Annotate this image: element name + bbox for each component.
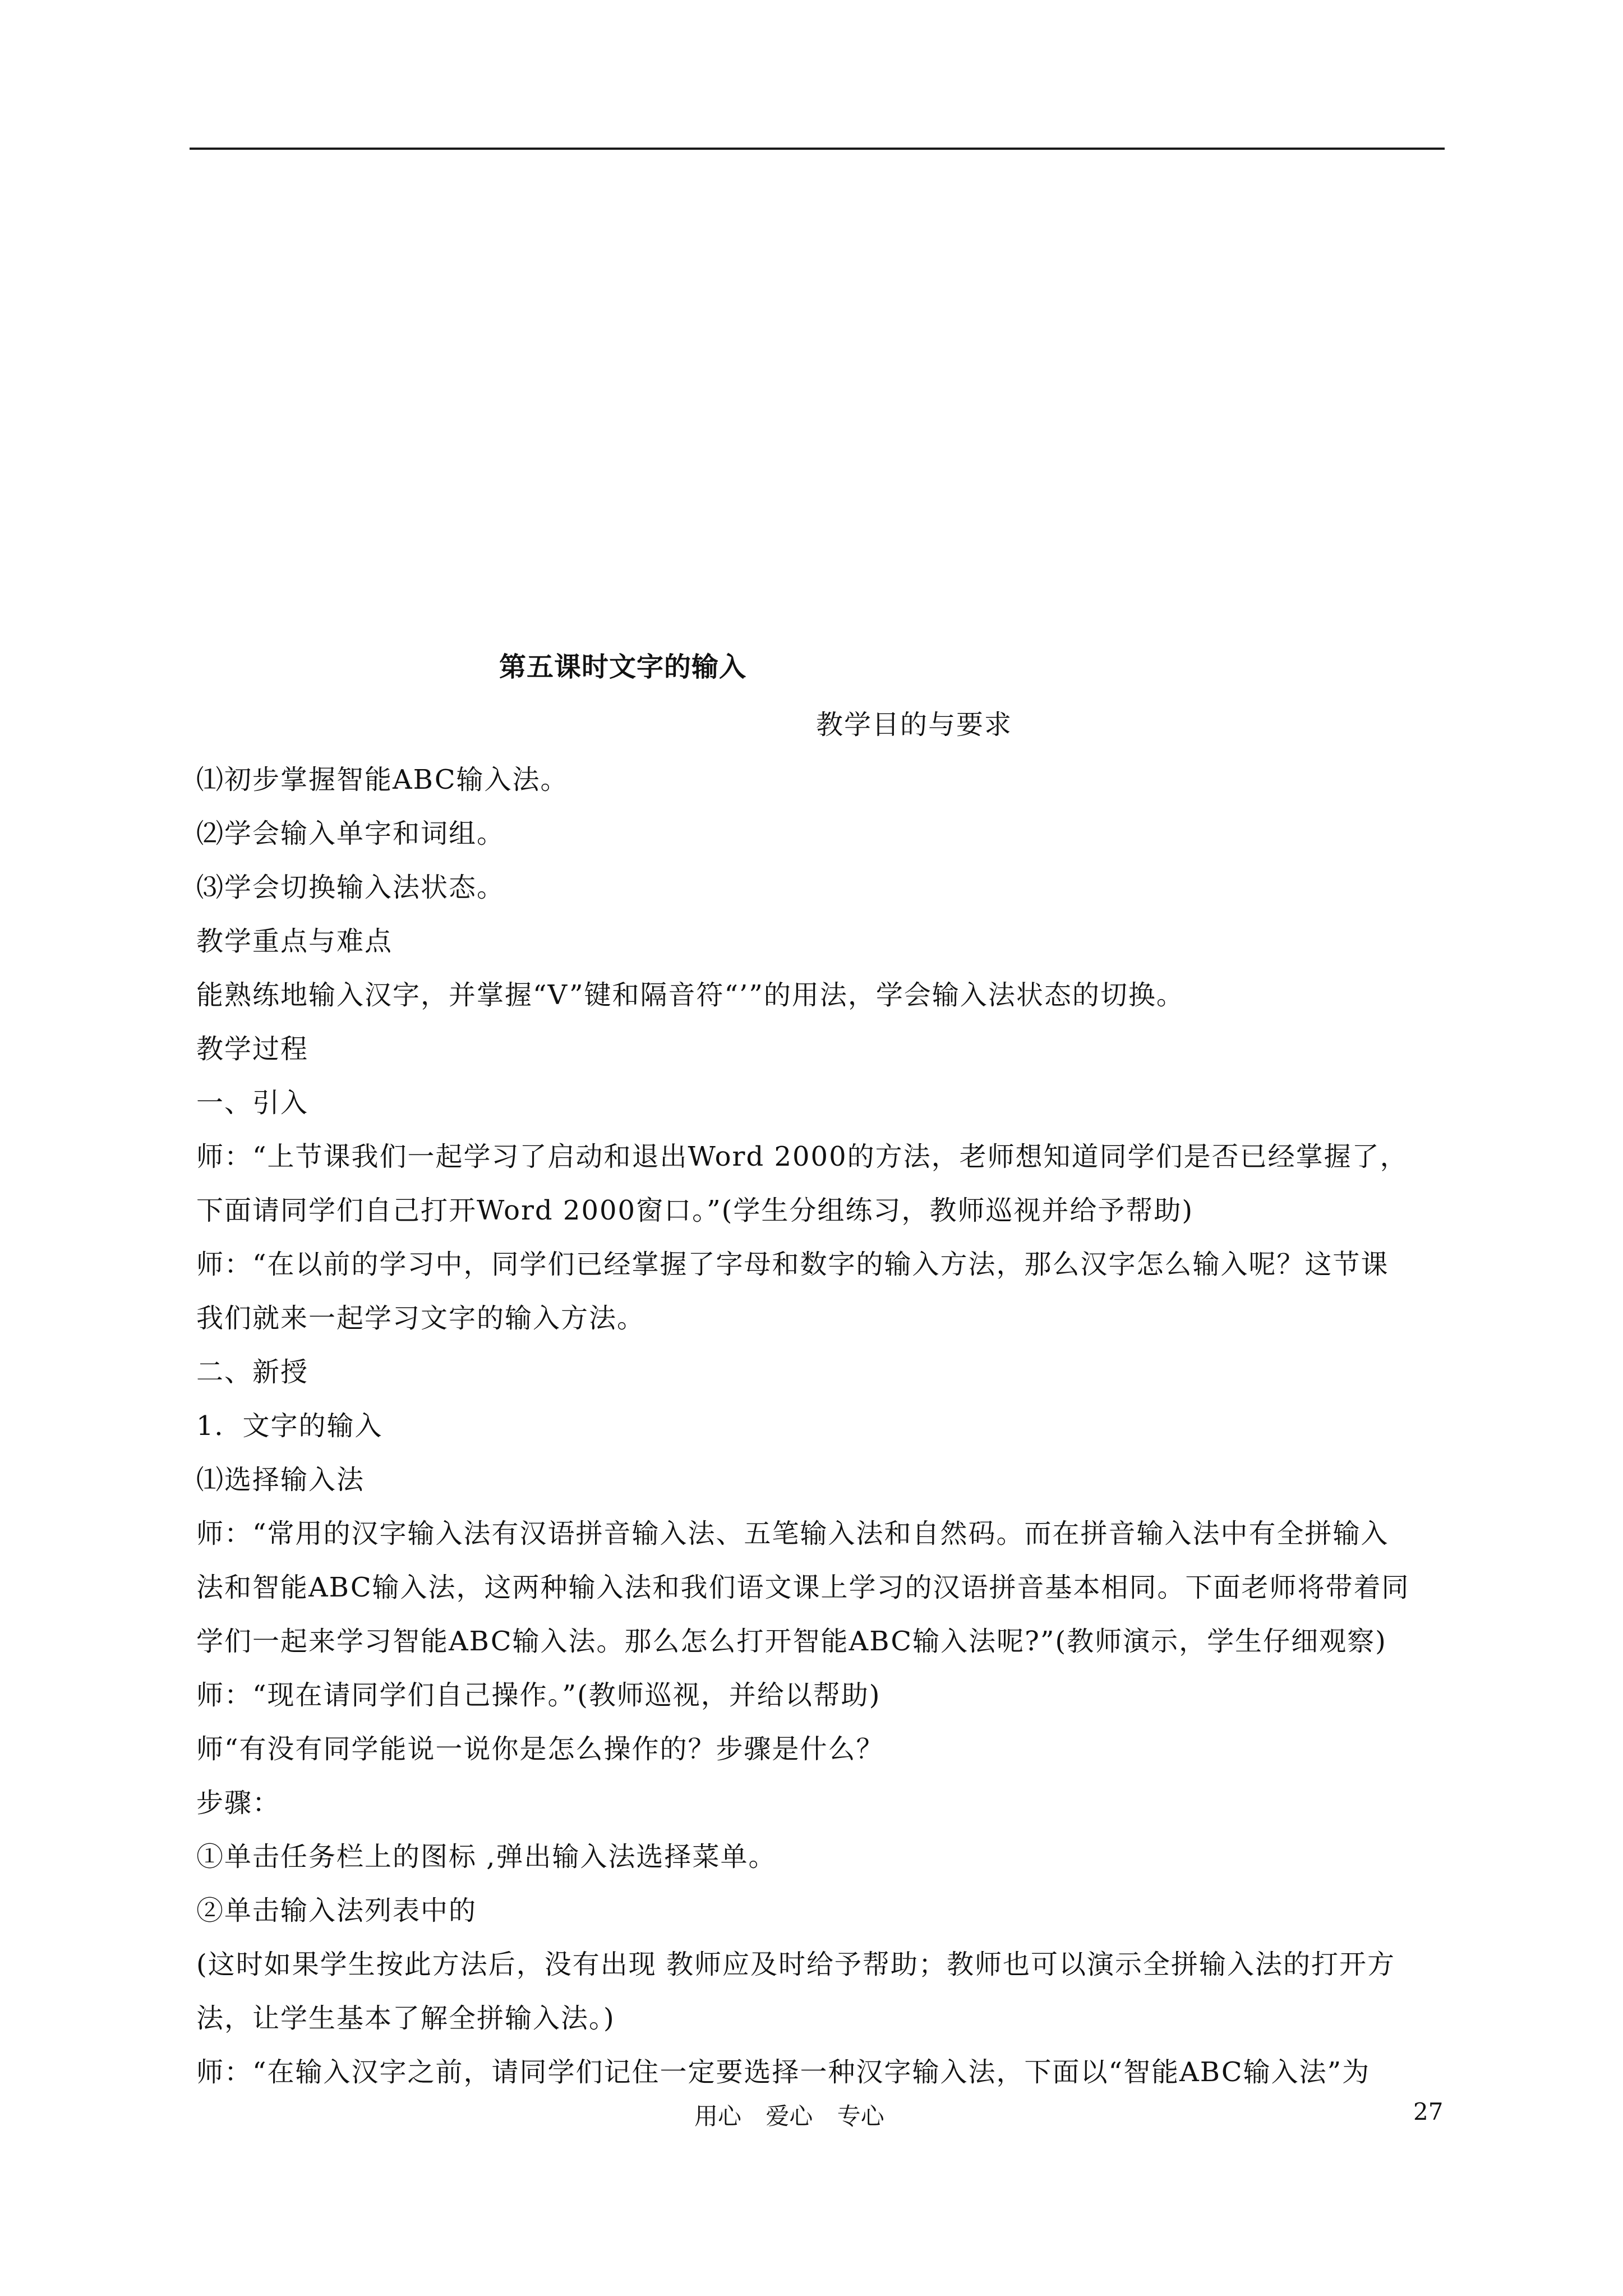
section-heading: 教学重点与难点: [196, 926, 393, 957]
section-heading: 1．文字的输入: [196, 1410, 383, 1442]
paragraph-line: (这时如果学生按此方法后，没有出现 教师应及时给予帮助；教师也可以演示全拼输入法的打开方: [196, 1949, 1395, 1980]
paragraph-line: 师：“现在请同学们自己操作。”(教师巡视，并给以帮助): [196, 1680, 881, 1711]
header-rule: [190, 148, 1445, 150]
page-number: 27: [1413, 2098, 1444, 2125]
paragraph-line: 法和智能ABC输入法，这两种输入法和我们语文课上学习的汉语拼音基本相同。下面老师将带着同: [196, 1572, 1410, 1603]
section-subtitle: 教学目的与要求: [816, 709, 1013, 740]
paragraph-line: 师：“上节课我们一起学习了启动和退出Word 2000的方法，老师想知道同学们是否已经掌握了，: [196, 1141, 1408, 1172]
paragraph-line: 师：“常用的汉字输入法有汉语拼音输入法、五笔输入法和自然码。而在拼音输入法中有全拼输入: [196, 1518, 1389, 1549]
paragraph-line: ⑴初步掌握智能ABC输入法。: [196, 764, 569, 795]
section-heading: 二、新授: [196, 1356, 309, 1388]
section-heading: 教学过程: [196, 1033, 309, 1065]
paragraph-line: 师“有没有同学能说一说你是怎么操作的？步骤是什么？: [196, 1733, 884, 1765]
paragraph-line: ⑵学会输入单字和词组。: [196, 818, 505, 849]
paragraph-line: 法，让学生基本了解全拼输入法。): [196, 2003, 615, 2034]
paragraph-line: ①单击任务栏上的图标 ,弹出输入法选择菜单。: [196, 1841, 777, 1872]
paragraph-line: 下面请同学们自己打开Word 2000窗口。”(学生分组练习，教师巡视并给予帮助): [196, 1195, 1194, 1226]
paragraph-line: ⑶学会切换输入法状态。: [196, 872, 505, 903]
paragraph-line: 师：“在输入汉字之前，请同学们记住一定要选择一种汉字输入法，下面以“智能ABC输入法”为: [196, 2056, 1371, 2088]
section-heading: ⑴选择输入法: [196, 1464, 365, 1496]
paragraph-line: 我们就来一起学习文字的输入方法。: [196, 1303, 645, 1334]
document-body: [196, 753, 1450, 2099]
paragraph-line: 学们一起来学习智能ABC输入法。那么怎么打开智能ABC输入法呢?”(教师演示，学生仔细观察): [196, 1626, 1387, 1657]
paragraph-line: 步骤：: [196, 1787, 281, 1819]
paragraph-line: 能熟练地输入汉字，并掌握“V”键和隔音符“’”的用法，学会输入法状态的切换。: [196, 979, 1184, 1011]
paragraph-line: 师：“在以前的学习中，同学们已经掌握了字母和数字的输入方法，那么汉字怎么输入呢？这节课: [196, 1249, 1389, 1280]
paragraph-line: ②单击输入法列表中的: [196, 1895, 477, 1926]
lesson-title: 第五课时文字的输入: [499, 651, 747, 683]
footer-motto: 用心 爱心 专心: [694, 2102, 884, 2130]
section-heading: 一、引入: [196, 1087, 309, 1119]
